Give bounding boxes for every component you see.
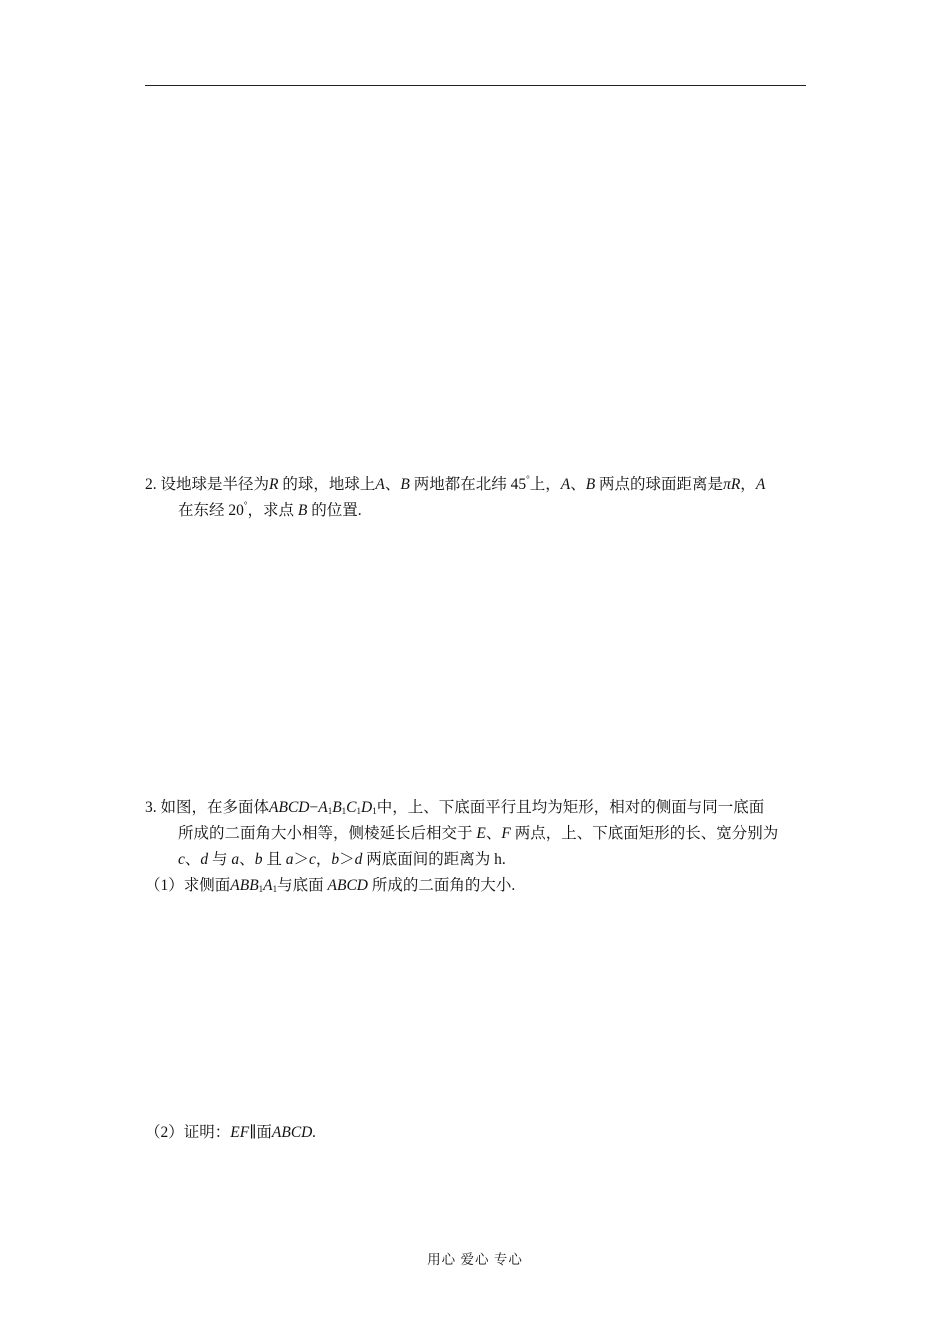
text: 、 — [239, 851, 255, 868]
var-a: A — [263, 877, 273, 894]
question-number: 3 — [145, 799, 153, 816]
text: ，求点 — [247, 502, 295, 519]
var-r: R — [269, 476, 279, 493]
text: 两地都在北纬 45 — [413, 476, 527, 493]
text: 与底面 — [277, 877, 324, 894]
degree-sign: ° — [243, 500, 248, 510]
var-c: c — [178, 851, 185, 868]
text: 且 — [266, 851, 282, 868]
text: ， — [740, 476, 756, 493]
text: 的位置. — [311, 502, 362, 519]
var-d: d — [200, 851, 209, 868]
var-b: B — [297, 502, 308, 519]
var-b: B — [400, 476, 410, 493]
var-pi: π — [723, 476, 731, 493]
text: 所成的二面角的大小. — [371, 877, 516, 894]
text: 与 — [212, 851, 228, 868]
text: 所成的二面角大小相等，侧棱延长后相交于 — [178, 825, 473, 842]
text: ＞ — [293, 851, 309, 868]
text: 、 — [384, 476, 401, 493]
var-ef: EF — [230, 1124, 250, 1141]
var-a: A — [318, 799, 328, 816]
question-3-line-2 — [145, 821, 810, 847]
text: 的球，地球上 — [282, 476, 376, 493]
question-number: 2 — [145, 476, 153, 493]
question-3-part-2 — [145, 1120, 810, 1146]
question-2-line-2 — [145, 498, 810, 524]
text: 面 — [256, 1124, 272, 1141]
text: （2）证明： — [145, 1124, 231, 1141]
var-a: A — [375, 476, 385, 493]
text: （1）求侧面 — [145, 877, 231, 894]
var-abcd: ABCD. — [271, 1124, 317, 1141]
subscript: 1 — [372, 806, 377, 816]
var-c: c — [308, 851, 316, 868]
text: 两点，上、下底面矩形的长、宽分别为 — [514, 825, 779, 842]
text: 两点的球面距离是 — [599, 476, 724, 493]
var-f: F — [501, 825, 511, 842]
var-b: b — [254, 851, 263, 868]
text: − — [309, 799, 319, 816]
text: 、 — [184, 851, 201, 868]
parallel-symbol: ∥ — [249, 1124, 257, 1141]
text: 上， — [529, 476, 561, 493]
question-3-line-1: 3. 如图，在多面体$ABCD-A_1B_1C_1D_1$中，上、下底面平行且均为矩形，相对的侧面与同一底面 — [145, 799, 765, 816]
text: 设地球是半径为 — [160, 476, 270, 493]
question-2-line-1: 2. 设地球是半径为R 的球，地球上A、B 两地都在北纬 45°上，A、B 两点的球面距离是πR，A — [145, 474, 766, 493]
text: 如图，在多面体 — [160, 799, 270, 816]
text: 、 — [485, 825, 502, 842]
var-polyhedron: ABCD — [269, 799, 310, 816]
var-c: C — [346, 799, 357, 816]
subscript: 1 — [272, 884, 278, 894]
var-b: B — [585, 476, 596, 493]
question-3 — [145, 795, 810, 899]
text: ， — [315, 851, 332, 868]
var-a: a — [231, 851, 240, 868]
text: 在东经 20 — [178, 502, 244, 519]
var-d: D — [361, 799, 373, 816]
question-3-part-2-line — [145, 1120, 810, 1146]
var-r: R — [730, 476, 741, 493]
var-d: d — [354, 851, 363, 868]
text: 、 — [570, 476, 586, 493]
var-b: b — [331, 851, 340, 868]
text: ＞ — [339, 851, 355, 868]
var-b: B — [332, 799, 342, 816]
question-3-part-1 — [145, 873, 810, 899]
degree-sign: ° — [526, 474, 530, 484]
header-rule — [145, 85, 806, 86]
var-abcd: ABCD — [327, 877, 368, 894]
page-footer: 用心 爱心 专心 — [427, 1252, 523, 1267]
subscript: 1 — [258, 884, 264, 894]
var-a: A — [560, 476, 571, 493]
var-e: E — [476, 825, 486, 842]
text: 中，上、下底面平行且均为矩形，相对的侧面与同一底面 — [376, 799, 765, 816]
text: 两底面间的距离为 h. — [366, 851, 506, 868]
subscript: 1 — [327, 806, 333, 816]
question-3-line-3 — [145, 847, 810, 873]
question-2 — [145, 472, 810, 524]
var-a: A — [755, 476, 766, 493]
var-a: a — [285, 851, 294, 868]
var-abb: ABB — [230, 877, 259, 894]
subscript: 1 — [341, 806, 347, 816]
subscript: 1 — [356, 806, 362, 816]
